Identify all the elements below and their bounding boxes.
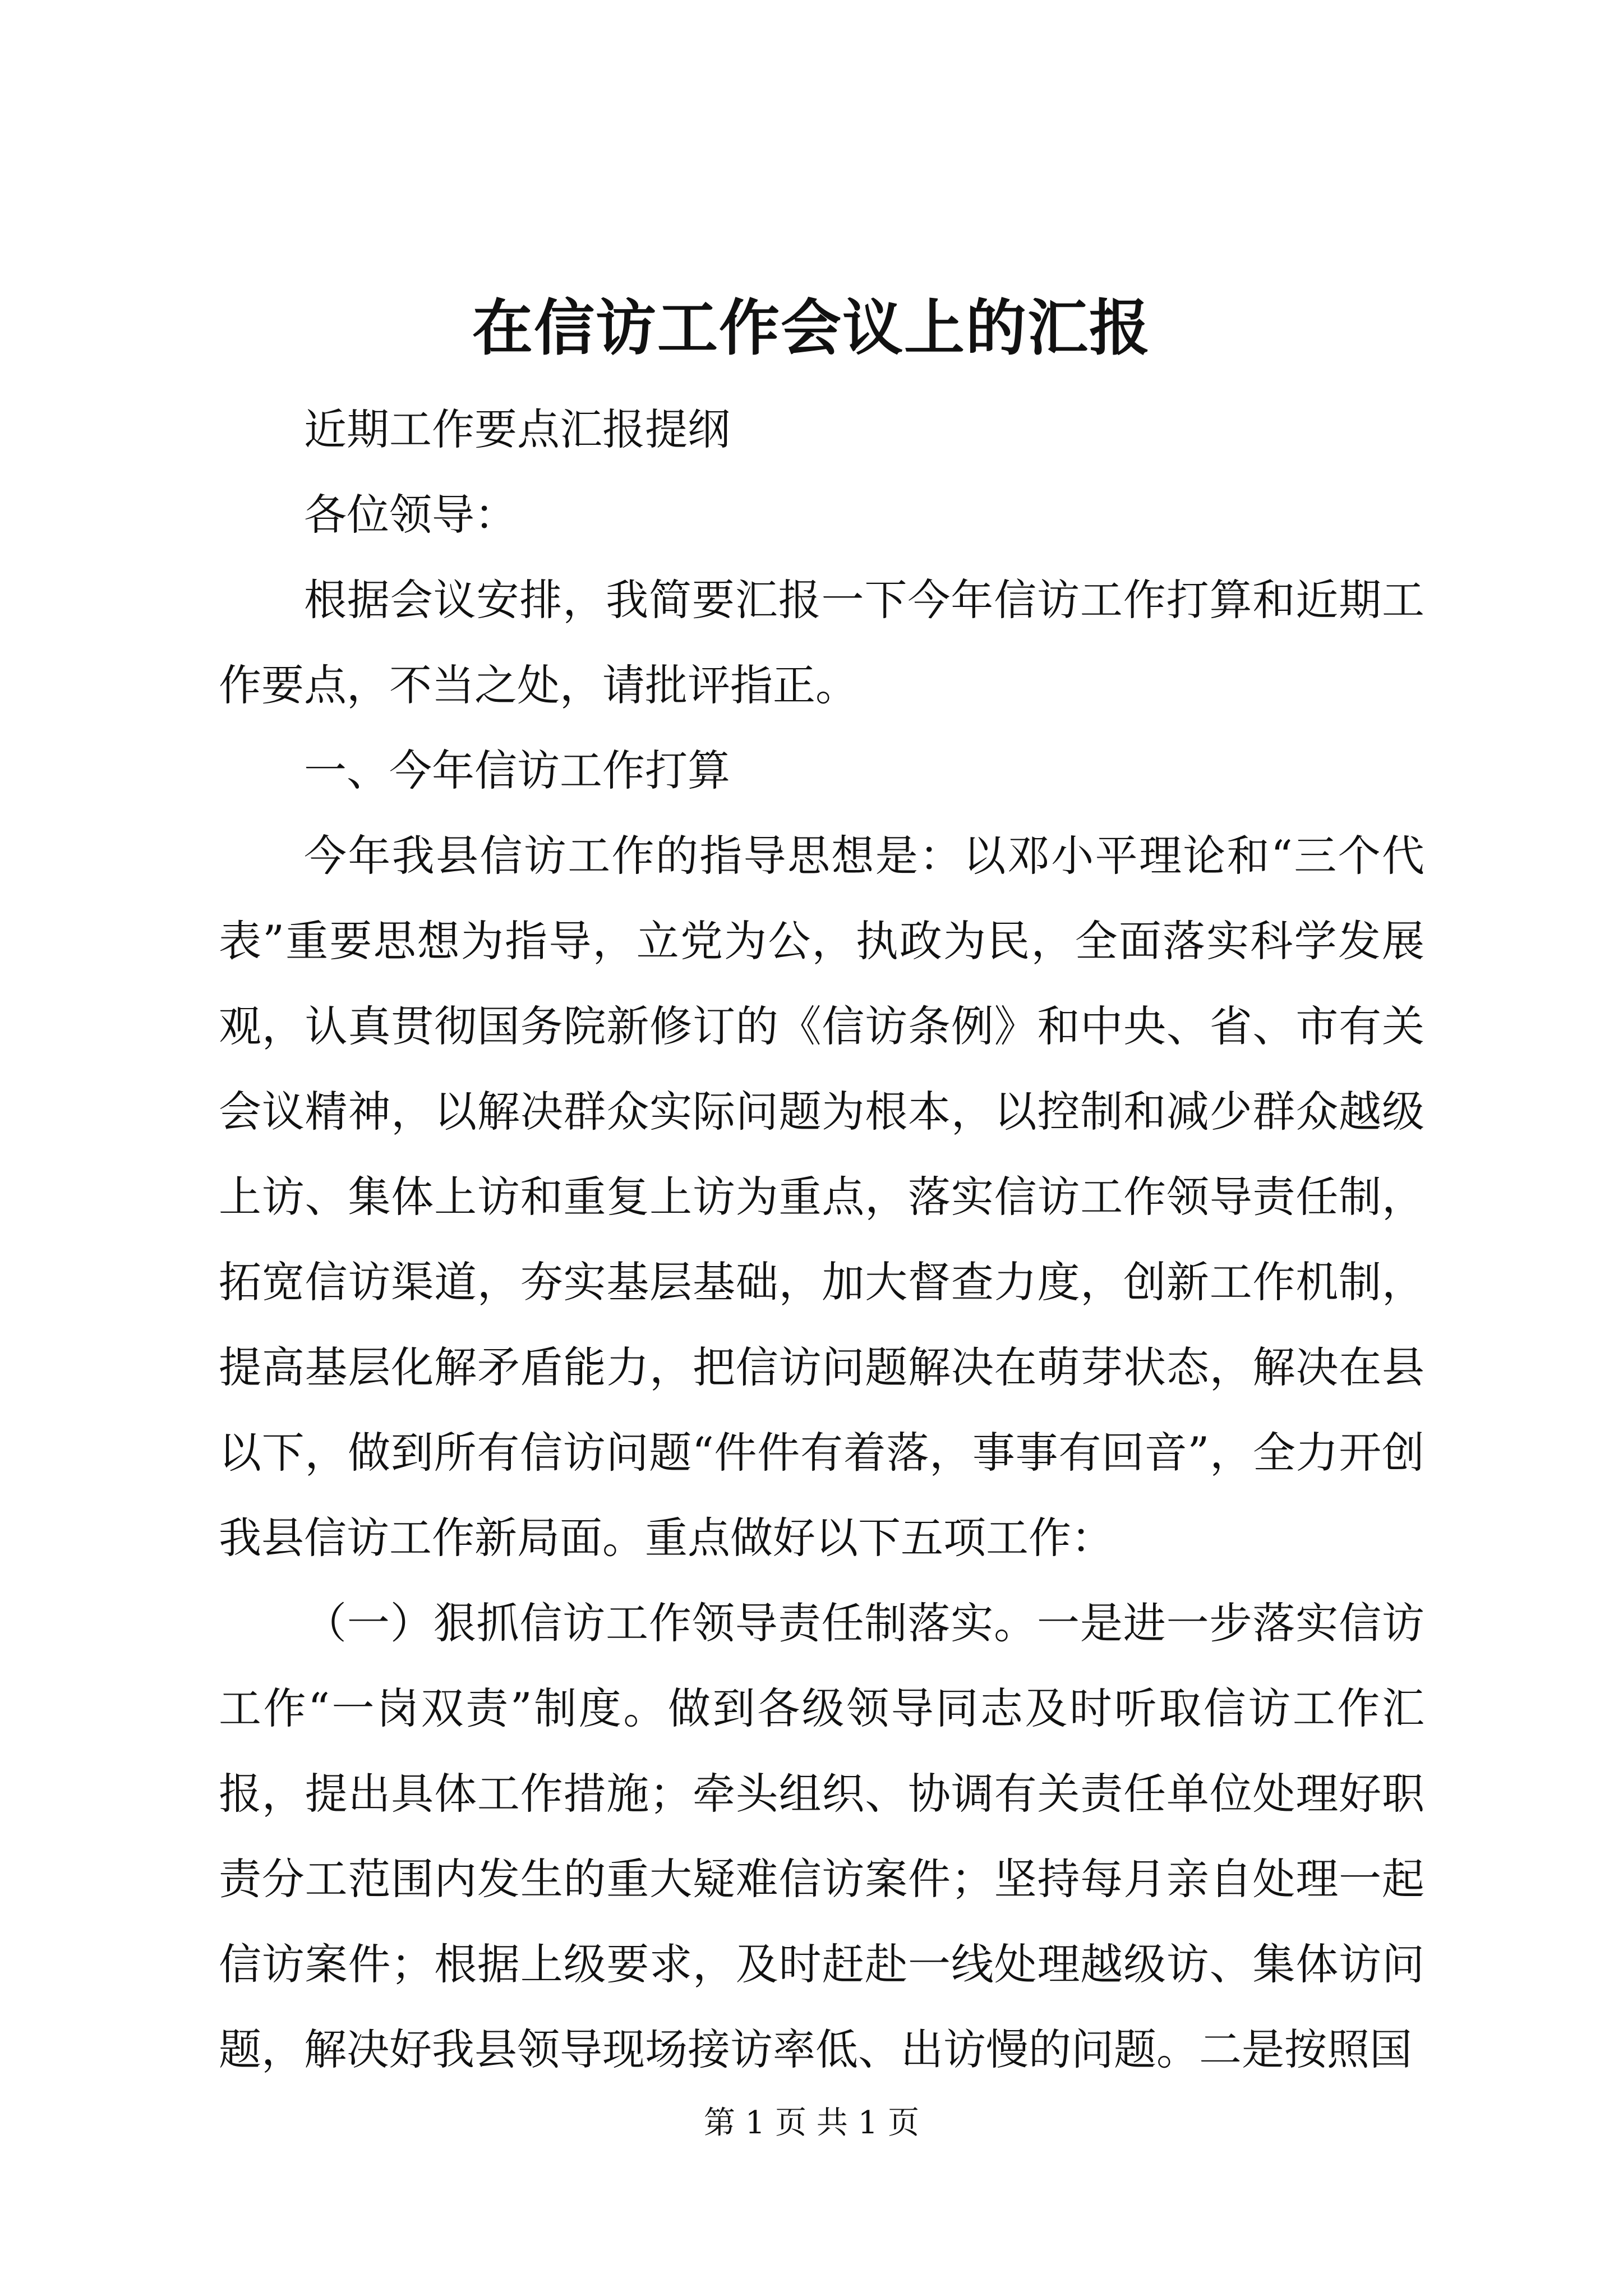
document-body (219, 387, 1424, 2092)
section-heading-1: 一、今年信访工作打算 (304, 746, 730, 795)
document-title: 在信访工作会议上的汇报 (472, 293, 1151, 364)
paragraph-outline-heading: 近期工作要点汇报提纲 (304, 404, 730, 454)
paragraph-guiding-thought: 今年我县信访工作的指导思想是：以邓小平理论和“三个代表”重要思想为指导，立党为公，执政为民，全面落实科学发展观，认真贯彻国务院新修订的《信访条例》和中央、省、市有关会议精神，以解决群众实际问题为根本，以控制和减少群众越级上访、集体上访和重复上访为重点，落实信访工作领导责任制，拓宽信访渠道，夯实基层基础，加大督查力度，创新工作机制，提高基层化解矛盾能力，把信访问题解决在萌芽状态，解决在县以下，做到所有信访问题“件件有着落，事事有回音”，全力开创我县信访工作新局面。重点做好以下五项工作： (219, 831, 1424, 1563)
page-footer: 第 1 页 共 1 页 (703, 2105, 920, 2141)
paragraph-intro: 根据会议安排，我简要汇报一下今年信访工作打算和近期工作要点，不当之处，请批评指正。 (219, 575, 1424, 710)
paragraph-item-1: （一）狠抓信访工作领导责任制落实。一是进一步落实信访工作“一岗双责”制度。做到各级领导同志及时听取信访工作汇报，提出具体工作措施；牵头组织、协调有关责任单位处理好职责分工范围内发生的重大疑难信访案件；坚持每月亲自处理一起信访案件；根据上级要求，及时赶赴一线处理越级访、集体访问题，解决好我县领导现场接访率低、出访慢的问题。二是按照国 (219, 1598, 1424, 2074)
paragraph-salutation: 各位领导： (304, 490, 517, 540)
